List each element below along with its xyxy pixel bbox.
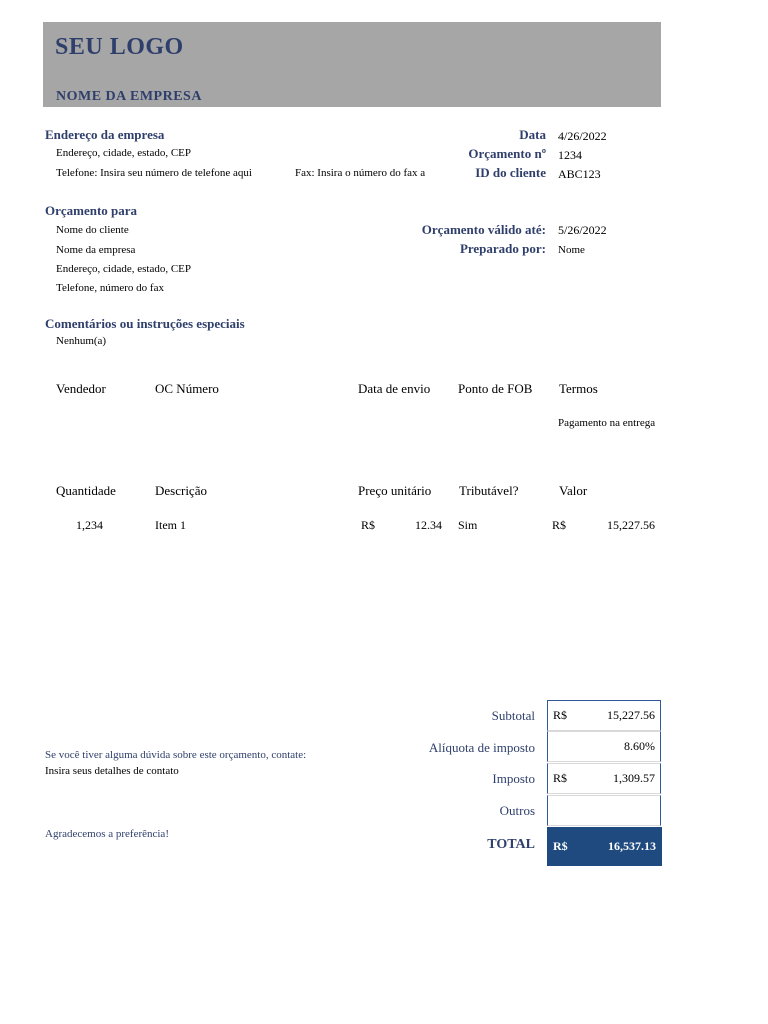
ship-date-header: Data de envio xyxy=(358,381,431,396)
total-cell xyxy=(547,827,662,866)
total-label: TOTAL xyxy=(487,837,535,852)
date-value: 4/26/2022 xyxy=(558,129,607,143)
company-phone: Telefone: Insira seu número de telefone aqui xyxy=(56,167,252,179)
company-address: Endereço, cidade, estado, CEP xyxy=(56,147,192,159)
item-taxable: Sim xyxy=(458,518,478,532)
tax-rate-label: Alíquota de imposto xyxy=(428,740,535,755)
tax-rate-cell xyxy=(547,731,661,762)
item-amount: 15,227.56 xyxy=(607,518,655,532)
date-label: Data xyxy=(519,127,546,142)
subtotal-cell xyxy=(547,700,661,731)
terms-value: Pagamento na entrega xyxy=(558,417,656,429)
item-quantity: 1,234 xyxy=(76,518,103,532)
client-id-label: ID do cliente xyxy=(475,165,546,180)
company-name: NOME DA EMPRESA xyxy=(56,89,202,104)
quote-number-label: Orçamento nº xyxy=(468,146,546,161)
terms-header: Termos xyxy=(559,381,598,396)
fob-header: Ponto de FOB xyxy=(458,381,533,396)
comments-text: Nenhum(a) xyxy=(56,335,107,347)
client-name: Nome do cliente xyxy=(56,224,129,236)
valid-until-label: Orçamento válido até: xyxy=(421,222,546,237)
client-company: Nome da empresa xyxy=(56,244,136,256)
client-id-value: ABC123 xyxy=(558,167,601,181)
unit-price-header: Preço unitário xyxy=(358,483,432,498)
quantity-header: Quantidade xyxy=(56,483,116,498)
tax-value: 1,309.57 xyxy=(613,771,655,785)
quote-for-title: Orçamento para xyxy=(45,203,138,218)
item-description: Item 1 xyxy=(155,518,186,532)
prepared-by-label: Preparado por: xyxy=(459,241,546,256)
company-address-title: Endereço da empresa xyxy=(45,127,165,142)
client-phone-fax: Telefone, número do fax xyxy=(56,282,164,294)
questions-text: Se você tiver alguma dúvida sobre este orçamento, contate: xyxy=(45,749,307,761)
tax-cell xyxy=(547,763,661,794)
total-currency: R$ xyxy=(553,839,568,853)
subtotal-value: 15,227.56 xyxy=(607,708,655,722)
item-amount-currency: R$ xyxy=(552,518,567,532)
tax-label: Imposto xyxy=(492,771,535,786)
client-address: Endereço, cidade, estado, CEP xyxy=(56,263,192,275)
valid-until-value: 5/26/2022 xyxy=(558,223,607,237)
contact-details: Insira seus detalhes de contato xyxy=(45,765,179,777)
prepared-by-value: Nome xyxy=(558,244,585,256)
quote-number-value: 1234 xyxy=(558,148,582,162)
taxable-header: Tributável? xyxy=(459,483,519,498)
item-unit-price: 12.34 xyxy=(415,518,442,532)
tax-currency: R$ xyxy=(553,771,568,785)
company-logo: SEU LOGO xyxy=(55,34,184,60)
other-label: Outros xyxy=(499,803,535,818)
subtotal-label: Subtotal xyxy=(491,708,535,723)
company-fax: Fax: Insira o número do fax a xyxy=(295,167,426,179)
other-cell xyxy=(547,795,661,826)
tax-rate-value: 8.60% xyxy=(624,739,655,753)
po-number-header: OC Número xyxy=(155,381,219,396)
comments-title: Comentários ou instruções especiais xyxy=(45,316,245,331)
total-value: 16,537.13 xyxy=(608,839,656,853)
amount-header: Valor xyxy=(559,483,588,498)
thanks-text: Agradecemos a preferência! xyxy=(45,828,169,840)
item-unit-currency: R$ xyxy=(361,518,376,532)
description-header: Descrição xyxy=(155,483,207,498)
subtotal-currency: R$ xyxy=(553,708,568,722)
seller-header: Vendedor xyxy=(56,381,106,396)
